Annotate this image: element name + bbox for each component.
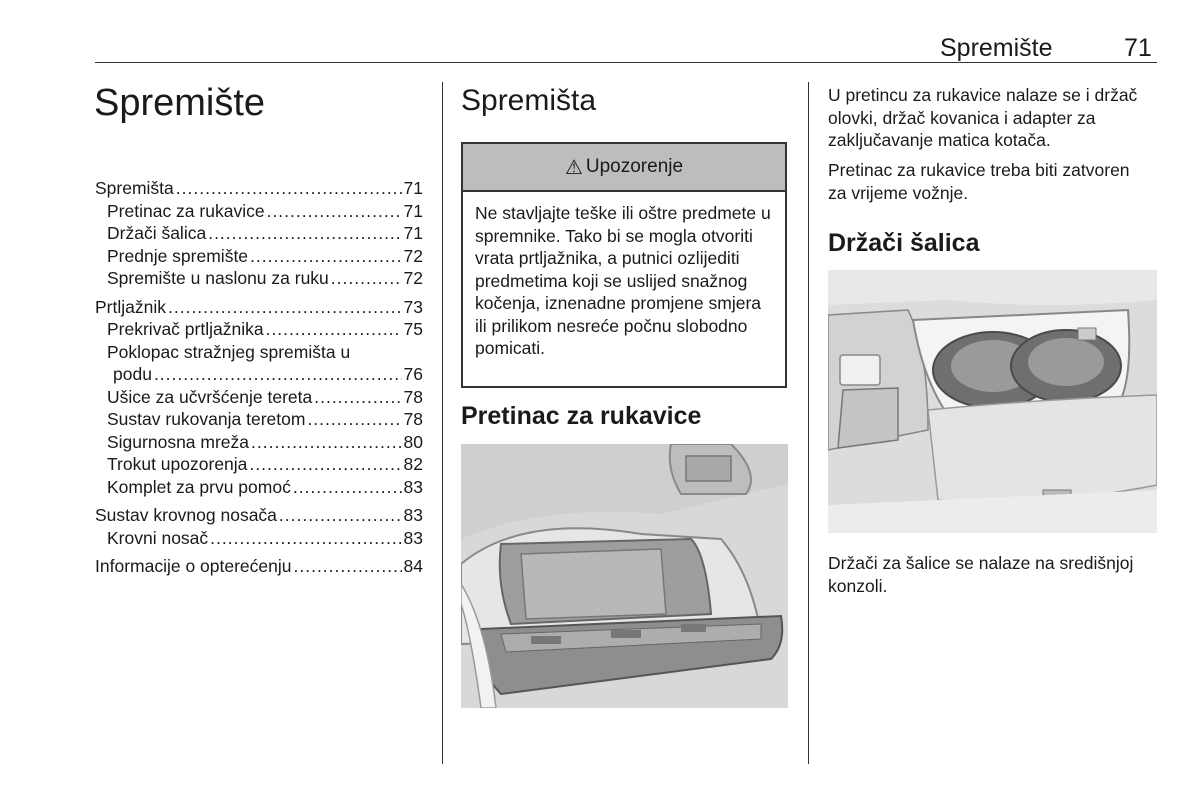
toc-entry-label-continued: podu bbox=[113, 364, 152, 384]
toc-section bbox=[95, 296, 423, 499]
column-divider-right bbox=[808, 82, 809, 764]
toc-entry-page: 72 bbox=[403, 245, 423, 266]
toc-entry-label: Držači šalica bbox=[107, 223, 207, 243]
toc-subentry[interactable] bbox=[95, 318, 423, 341]
toc-leader bbox=[307, 408, 401, 431]
toc-entry-label: Prtljažnik bbox=[95, 296, 166, 317]
toc-entry[interactable] bbox=[95, 504, 423, 527]
toc-entry-label: Trokut upozorenja bbox=[107, 454, 248, 474]
toc-leader bbox=[314, 386, 401, 409]
toc-subentry[interactable] bbox=[95, 267, 423, 290]
toc-leader bbox=[294, 555, 402, 578]
toc-entry-page: 78 bbox=[403, 386, 423, 407]
toc-entry[interactable] bbox=[95, 296, 423, 319]
warning-text: Ne stavljajte teške ili oštre predmete u spremnike. Tako bi se mogla otvoriti vrata prtljažnika, a putnici ozlijediti predmetima koji se uslijed snažnog kočenja, iznenadne promjene smjera ili prilikom nesreće počnu slobodno pomicati. bbox=[475, 203, 771, 358]
header-rule bbox=[95, 62, 1157, 63]
paragraph: Držači za šalice se nalaze na središnjoj konzoli. bbox=[828, 553, 1134, 596]
toc-entry-page: 84 bbox=[403, 556, 423, 576]
toc-leader bbox=[251, 431, 402, 454]
toc-entry-label: Krovni nosač bbox=[107, 527, 209, 548]
cupholder-illustration-graphic bbox=[828, 270, 1157, 533]
toc-entry-page: 83 bbox=[403, 527, 423, 548]
toc-entry-label: Informacije o opterećenju bbox=[95, 556, 292, 576]
toc-leader bbox=[154, 363, 402, 386]
column-divider-left bbox=[442, 82, 443, 764]
warning-box bbox=[461, 142, 787, 388]
toc-entry-label: Spremište u naslonu za ruku bbox=[107, 268, 329, 288]
toc-leader bbox=[267, 200, 402, 223]
toc-entry-label: Ušice za učvršćenje tereta bbox=[107, 386, 313, 407]
glovebox-illustration bbox=[461, 444, 788, 708]
toc-section bbox=[95, 504, 423, 549]
toc-subentry[interactable] bbox=[95, 527, 423, 550]
chapter-title: Spremište bbox=[94, 82, 266, 124]
warning-icon: ⚠ bbox=[564, 156, 583, 179]
warning-header bbox=[463, 144, 785, 192]
toc-leader bbox=[208, 222, 401, 245]
toc-leader bbox=[331, 267, 402, 290]
subsection-title-cupholders: Držači šalica bbox=[828, 229, 980, 257]
toc-entry-label: Prednje spremište bbox=[107, 245, 249, 266]
page-number: 71 bbox=[1124, 34, 1152, 62]
toc-leader bbox=[176, 177, 402, 200]
toc-entry[interactable] bbox=[95, 555, 423, 578]
toc-entry-page: 83 bbox=[403, 476, 423, 497]
toc-entry-label: Poklopac stražnjeg spremišta u bbox=[107, 341, 351, 362]
toc-entry-page: 73 bbox=[403, 296, 423, 317]
toc-subentry[interactable] bbox=[95, 222, 423, 245]
toc-entry-page: 71 bbox=[403, 178, 423, 198]
toc-entry-label: Komplet za prvu pomoć bbox=[107, 476, 291, 497]
toc-entry-page: 76 bbox=[403, 364, 423, 384]
toc-subentry[interactable] bbox=[95, 386, 423, 409]
table-of-contents bbox=[95, 177, 423, 578]
toc-entry-label: Spremišta bbox=[95, 178, 174, 198]
cupholder-illustration bbox=[828, 270, 1157, 533]
glovebox-illustration-graphic bbox=[461, 444, 788, 708]
toc-subentry[interactable] bbox=[95, 245, 423, 268]
toc-entry[interactable] bbox=[95, 177, 423, 200]
paragraph: Pretinac za rukavice treba biti zatvoren za vrijeme vožnje. bbox=[828, 160, 1130, 203]
toc-subentry[interactable] bbox=[95, 408, 423, 431]
warning-title: Upozorenje bbox=[585, 156, 684, 177]
toc-section bbox=[95, 555, 423, 578]
toc-leader bbox=[210, 527, 401, 550]
toc-subentry[interactable] bbox=[95, 453, 423, 476]
toc-leader bbox=[293, 476, 402, 499]
toc-entry-label: Sustav rukovanja teretom bbox=[107, 409, 306, 429]
toc-subentry[interactable] bbox=[95, 476, 423, 499]
toc-entry-page: 82 bbox=[403, 454, 423, 474]
toc-subentry[interactable] bbox=[95, 200, 423, 223]
toc-entry-label: Prekrivač prtljažnika bbox=[107, 319, 264, 339]
toc-subentry[interactable] bbox=[95, 431, 423, 454]
subsection-title-glovebox: Pretinac za rukavice bbox=[461, 402, 702, 430]
running-header-title: Spremište bbox=[940, 34, 1053, 62]
toc-leader bbox=[249, 453, 401, 476]
toc-entry-page: 75 bbox=[403, 319, 423, 339]
toc-entry-page: 83 bbox=[403, 505, 423, 525]
toc-leader bbox=[266, 318, 402, 341]
toc-leader bbox=[279, 504, 402, 527]
section-title: Spremišta bbox=[461, 84, 597, 117]
toc-entry-page: 71 bbox=[403, 200, 423, 221]
toc-entry-page: 80 bbox=[403, 431, 423, 452]
toc-leader bbox=[250, 245, 401, 268]
toc-entry-label: Sustav krovnog nosača bbox=[95, 505, 277, 525]
toc-entry-page: 78 bbox=[403, 409, 423, 429]
toc-section bbox=[95, 177, 423, 290]
toc-subentry[interactable] bbox=[95, 341, 423, 386]
toc-entry-label: Pretinac za rukavice bbox=[107, 200, 265, 221]
toc-leader bbox=[168, 296, 402, 319]
toc-entry-label: Sigurnosna mreža bbox=[107, 431, 250, 452]
toc-entry-page: 72 bbox=[403, 268, 423, 288]
toc-entry-page: 71 bbox=[403, 223, 423, 243]
paragraph: U pretincu za rukavice nalaze se i držač olovki, držač kovanica i adapter za zaključavanje matica kotača. bbox=[828, 85, 1138, 150]
